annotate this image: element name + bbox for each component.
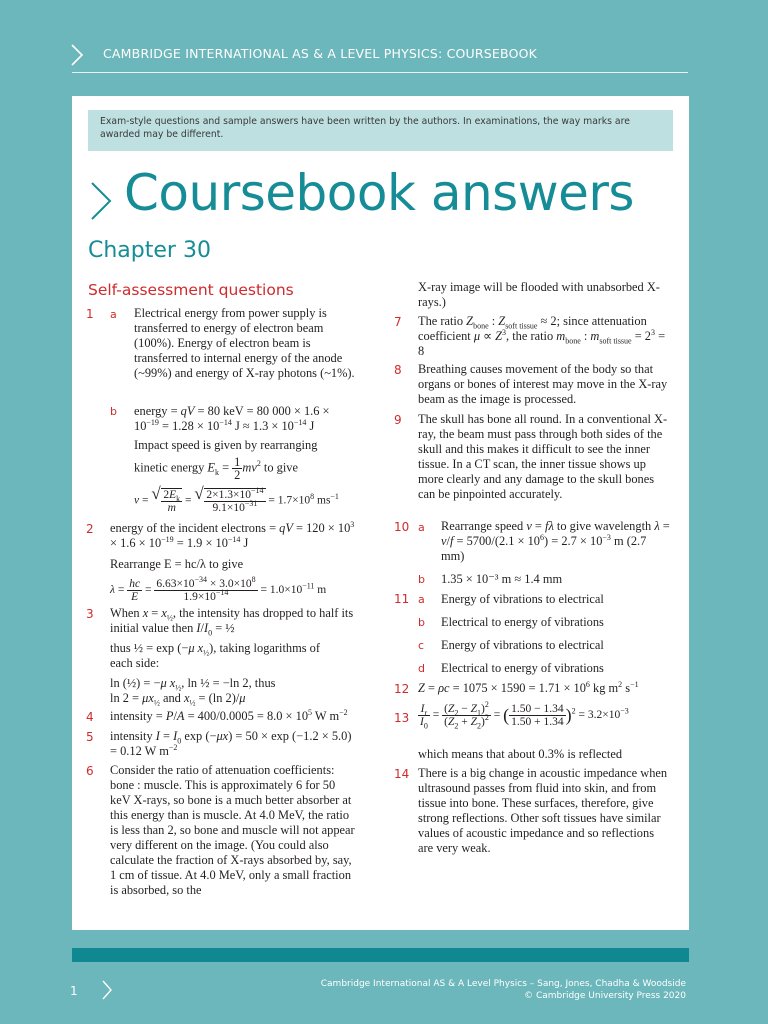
part-label: b	[418, 616, 425, 629]
chapter-heading: Chapter 30	[88, 238, 211, 263]
answer-4: intensity = $P/A = 400/0.0005 = 8.0 \times 10^5$ W $m^{-2}$	[110, 707, 348, 723]
question-number: 11	[394, 592, 410, 606]
divider	[72, 72, 688, 73]
answer-9: The skull has bone all round. In a conventional X-ray, the beam must pass through both sides of the skull and this makes it difficult to see the inner tissue. In a CT scan, the inner tissue shows up more clearly and any damage to the skull bones can be pinpointed accurately.	[418, 412, 668, 501]
footer-line: Cambridge International AS & A Level Physics – Sang, Jones, Chadha & Woodside	[320, 979, 686, 989]
question-number: 2	[86, 522, 94, 536]
question-number: 9	[394, 413, 402, 427]
question-number: 6	[86, 764, 94, 778]
part-label: b	[110, 405, 117, 418]
footer-line: © Cambridge University Press 2020	[524, 991, 686, 1001]
answer-10b: 1.35 × 10⁻³ m ≈ 1.4 mm	[441, 572, 563, 586]
answer-10a: Rearrange speed v = fλ to give wavelength $\lambda = v/f = 5700/(2.1 \times 10^6) = 2.7 \times 10^{-3}$ m (2.7 mm)	[441, 519, 670, 563]
question-number: 14	[394, 767, 410, 781]
answer-1a: Electrical energy from power supply is transferred to energy of electron beam (100%). Energy of electron beam is transferred to internal energy of the anode (~99%) and energy of X-ray photons (~1%).	[134, 306, 355, 380]
answer-11a: Energy of vibrations to electrical	[441, 592, 604, 606]
page-title: Coursebook answers	[124, 164, 634, 222]
part-label: c	[418, 639, 425, 652]
answer-6-continued: X-ray image will be flooded with unabsorbed X-rays.)	[418, 280, 660, 309]
part-label: a	[418, 593, 425, 606]
answer-11b: Electrical to energy of vibrations	[441, 615, 604, 629]
question-number: 1	[86, 307, 94, 321]
formula-wavelength: λ = $\frac{hc}{E}$ = $\frac{6.63\times 10^{-34} \times 3.0\times 10^8}{1.9\times 10^{-14}}$ = $1.0\times 10^{-11}$ m	[110, 575, 327, 603]
part-label: d	[418, 662, 425, 675]
answer-1b: energy = qV = 80 keV = 80 $000 \times 1.6 \times 10^{-19} = 1.28 \times 10^{-14}$ $J \approx 1.3 \times 10^{-14}$ J	[134, 404, 330, 433]
question-number: 12	[394, 682, 410, 696]
part-label: a	[110, 308, 117, 321]
answer-2-rearrange: Rearrange E = hc/λ to give	[110, 557, 244, 571]
answer-14: There is a big change in acoustic impedance when ultrasound passes from fluid into skin, and from tissue into bone. These surfaces, therefore, give strong reflections. Other soft tissues have similar values of acoustic impedance and so reflections are very weak.	[418, 766, 668, 855]
question-number: 4	[86, 710, 94, 724]
answer-7: The ratio $Z_{bone}$ : $Z_{soft tissue} \approx 2$; since attenuation coefficient $\mu \propto Z^3$, the ratio $m_{bone}$ : $m_{soft tissue} = 2^3 = 8$	[418, 314, 666, 358]
chevron-right-icon	[90, 181, 112, 221]
answer-13-note: which means that about 0.3% is reflected	[418, 747, 623, 761]
answer-8: Breathing causes movement of the body so that organs or bones of interest may move in the X-ray beam as the image is processed.	[418, 362, 668, 406]
answer-6: Consider the ratio of attenuation coefficients: bone : muscle. This is approximately 6 for 50 keV X-rays, so bone is a much better absorber at this energy than is muscle. At 4.0 MeV, the ratio is less than 2, so bone and muscle will not appear very different on the image. (You could also calculate the fraction of X-rays absorbed by, say, 1 cm of tissue. At 4.0 MeV, only a small fraction is absorbed, so the	[110, 763, 355, 897]
question-number: 8	[394, 363, 402, 377]
formula-reflection: $\frac{I_r}{I_0}$ = $\frac{(Z_2 - Z_1)^2}{(Z_2 + Z_2)^2}$ = ( $\frac{1.50 - 1.34}{1.50 + 1.34}$ )$^2 = 3.2\times 10^{-3}$	[420, 700, 629, 731]
answer-12: $Z = \rho c = 1075 \times 1590 = 1.71 \times 10^6$ kg $m^2$ $s^{-1}$	[418, 679, 639, 695]
part-label: a	[418, 521, 425, 534]
chevron-right-icon	[70, 43, 84, 67]
formula-kinetic-energy: kinetic energy $E_k$ = $\frac{1}{2}$ $mv^2$ to give	[134, 455, 298, 482]
page-number: 1	[70, 984, 78, 998]
answer-3-log: thus ½ = exp (−μ $x_{\frac{1}{2}}$), taking logarithms of	[110, 641, 320, 658]
answer-5: intensity $I = I_0$ exp (−μx) = 50 × exp (−1.2 × 5.0) = 0.12 W $m^{-2}$	[110, 729, 352, 758]
question-number: 13	[394, 711, 410, 725]
answer-11c: Energy of vibrations to electrical	[441, 638, 604, 652]
question-number: 7	[394, 315, 402, 329]
part-label: b	[418, 573, 425, 586]
chevron-right-icon	[102, 980, 112, 1000]
question-number: 10	[394, 520, 410, 534]
answer-3-each-side: each side:	[110, 656, 160, 670]
question-number: 5	[86, 730, 94, 744]
answer-3-result: ln (½) = −μ $x_{\frac{1}{2}}$, ln ½ = −ln 2, thus $\ln 2 = \mu x_{\frac{1}{2}}$ and $x_{\frac{1}{2}} = (\ln$ 2)/μ	[110, 676, 276, 708]
answer-2: energy of the incident electrons = qV = $120 \times 10^3 \times 1.6 \times 10^{-19} = 1.9 \times 10^{-14}$ J	[110, 519, 355, 550]
notice-box: Exam-style questions and sample answers have been written by the authors. In examinations, the way marks are awarded may be different.	[88, 110, 673, 151]
content-panel	[72, 96, 689, 930]
answer-3: When $x = x_{\frac{1}{2}}$, the intensity has dropped to half its initial value then $I/I_0$ = ½	[110, 606, 354, 638]
answer-11d: Electrical to energy of vibrations	[441, 661, 604, 675]
formula-speed: v = √ $\frac{2E_k}{m}$ = √ $\frac{2\times 1.3\times 10^{-14}}{9.1\times 10^{-31}}$ = $1.7\times 10^8$ $ms^{-1}$	[134, 488, 364, 514]
section-heading: Self-assessment questions	[88, 281, 294, 299]
footer-band	[72, 948, 689, 962]
answer-1b-impact: Impact speed is given by rearranging	[134, 438, 318, 452]
running-head: CAMBRIDGE INTERNATIONAL AS & A LEVEL PHYSICS: COURSEBOOK	[103, 46, 538, 61]
question-number: 3	[86, 607, 94, 621]
footer-credits	[321, 978, 686, 1002]
